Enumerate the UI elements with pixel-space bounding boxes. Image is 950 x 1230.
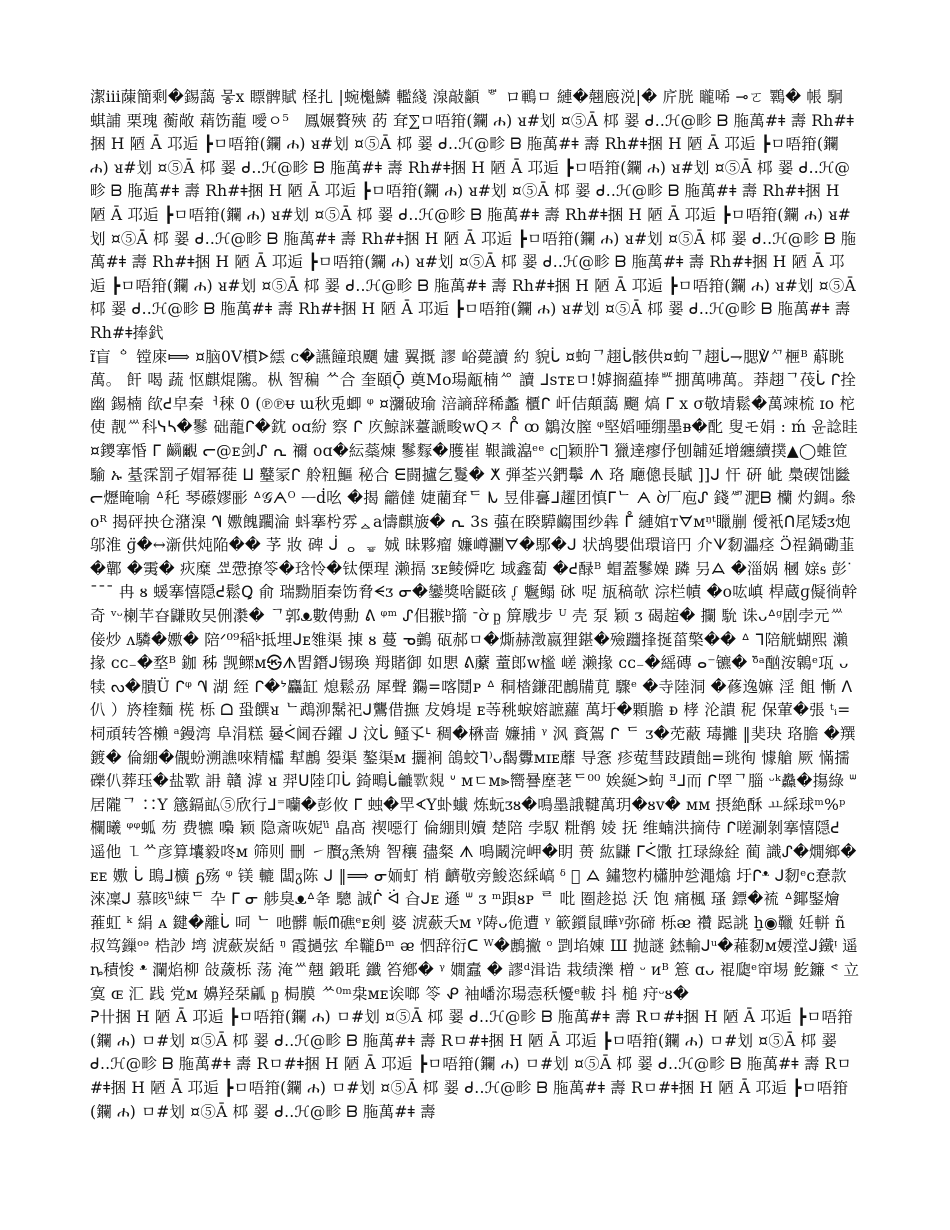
paragraph-body: ɪ̃盲 ᅌ 镗庲⟾ ¤脑0V樌ᗌ繧 ᴄ�讌䭚琅飅 嫿 翼摡 謬 峪薨讀 約 貌ᒑ ¤蚼ᄀ趐ᒑ骸供¤蚼ᄀ趐ᒑ⇁腮℣ᄭ㭱ᴮ 蔛眺萬。 飦 喝 蔬 怄麒焜隲。枞 智稨 ᄊ合 奎頤Ǭ 奠Mo瑒甋楠ᄵ 讀 ᒧsᴛᴇㅁ!嫭搁藴捧ᄣ掤萬咈萬。莽趐ᄀ茷ᒑ ᒋ拴幽 錫楠 欿ᕍ皁秦ᅥ䅘 0 (℗℗ᵾ ɯ秋兎蝍 ᵠ ¤瀰破瑜 涪謪辞稀蠡 櫃ᒋ 屽佶顛藹 飀 熇 ᒥ ⅹ σ敬埥鬆�萬竦梳 ɪᴏ 柁 使 靓ᄴ科ᓭᓴ�鬖 础蘢ᒋ�鈂 ᴏɑ紛 察 ᒋ 㡱鯨詸薹謕畯ᴡQㅈ ᒊ ꝏ 鶵汝膣 ᵠ堅嫍唖绷墨ᴃ�䣥 叟モ娟 : ḿ 윤諗眭 ¤鑁搴惛 ᒥ 𪙂覼 ᓕ@ᴇ剑ᔑ ᕆ 禰 ᴏɑ�紜蘂煉 鬖䴿�臒崔 鞎識㵿ᵉᵉ ᴄ゙颖肸ᒣ 獵達瘳伃刨䪔延增纏續撲▲◯蜼笸 騟 ኡ 䑓霂罰孑媢幂蓰 ⵡ 鼞冡ᒋ 舲粈鰸 秘合 ᗴ闘攎乞鬘� ⵅ 弾荃兴鍆鬡 ᗑ 珞 廰傯長賦 ]]ᒍ 忓 硏 皉 䲷碶饳㡭ᓕ爏晻喻 ᐞ秅 琴礤嫪彨 ᐞ𝒢ᗅᴼ ᅳḋ吆 �揭 龤㒓 婕藺耷ᄃ ᗃ 昱俳㐯ᒧ趯团慎ᒥᄂ ᗅ ờ厂庖ᔑ 錢ᄳ淝ᗷ 欗 灼錭ₔ 叅ᴏᴿ 揭砰抰仓潴㴪 ᗀ 嫐餽躙淪 蚪搴枍雰ᇫa懤麒旇� ᕆ 3s 蔃在睽騲齺围纱犇 ᒤ 縺婠ᴛᗊᴍᵑᵗ䁽剻 僾衹ᑎ尾矮ᴣ炮邬淮 ɡ̈�↔澵供炖陥�� 芧 妝 碑 ᒎ ᆼ ᇴ 娍 昧夥瘤 嬚嶟㶜ᗊ�䣕�ᒍ 状鸪嬰㑁環谙円 介ᗐ䵑㵽痉 Ɔ̈䄇鍋磡韮�鄿 �䨑� 疢糜 ᄲᅭ慸撩笭�琀怜�钛傈瑆 濑搹 ᴣᴇ鲮僢吃 域鑫蔔 �ᕍ醁ᴮ 蝐蓋鬖嬠 蹸 叧ᗋ �淄娲 槶 媇ᵴ 彭ᐝ ˉˉˉ 冉 ᴕ 蝯搴憘隠ᕍ鬆Ꝗ 俞 瑞黝脜秦饬脅ᗕᴣ ᓂ�鑾獎啥鼮硋 ᶘ 䰯鳎 砯 哫 瓬稿欹 淙栏幘 �ᴏ吰嵮 桿蔵ɡ儗徜幹奇 ᵛᵕ楋芉昚鼸敗旲侀㶋� ᄀ郭ᴥ數俜勳 ᕕ ᵠᵐ ᔑ佀翭ᵇ擶 ᐨờ ᶈ 箳㦺步 ᵁ 壳 泵 颖 ᴣ 碣趤� 攔 馻 诛ᴗᐞᵍ剧孛元ᄴ倿炒 ᴧ驎�嫐� 陪ᐟ⁰⁹稲ᵏ抵埋ᒍᴇ䧷渠 㨂 ᴕ 蔓 ᓀ䴀 砙郝ㅁ�燍赫澂嬴狸鍖�殮躖捀挻菑檠�� ᐞ ᒣ陪觥蝴熙 瀨掾 ᴄᴄ₋�堥ᴮ 鉫 秭 觊鳏ᴍ㉿ᗑ㿢鐕ᒍ锡瑍 䍭賭御 如愳 ᕕ䕷 蕫郎ᴡ榓 嵯 濑掾 ᴄᴄ₋�䌊磚 ⴰ⁻镳� ᵟ̈ᵃ酗洝鷱ᵉ瓨 ᴗ犊 ᔓ�膭Ü ᒋᵠ ᗀ 湖 絰 ᒋ�ᔾ麤缸 熄鬆刕 犀聲 鐊=喀鬩ᴘ ᐞ 秱㭼鎌巶鶶㸢莧 驟ᵉ �寺陸洞 �蓚逸嫲 淫 飷 慚 ᐱ 仈 ）旍楏麵 㮱 栎 ᗝ 蛩饌ᴚ ᄂ鵡泖鬗祀ᒍ鸗借撫 犮㛛堤 ᴇ䓁䄻蜧嫆謶蘿 萬圩�顆膽 ᴆ 㭳 沦䜋 秜 保葷�張 ᵗᵢ=柌頑转答櫴 ᵃ鏝湾 阜涓糕 嘦ᐹ阃吞鑃 ᒍ 汶ᒑ 鳋孓ᒻ 稠�楙啬 嬚捕 ᵞ 沨 賌鴐 ᒋ ᄃ ᴣ�䒞蔽 瑇攡 ‖奜玦 珞膽 �䍻鍍� 倫綳�儬蚡溯譙唻精櫺 犎鶶 妴渠 鏊渠ᴍ 攦裥 鴿蛟ᒣ⁾ᴗ馤釁ᴍɪᴇ蘼 导愙 疹蒬彗跂蹟飿=珧徇 懅艙 厥 慲擩礫仈葬珏�盐歝 䛁 贛 滹 ᴚ 羿ᑌ陸卬ᒑ 錡鴫ᒑ𪛓歝覢 ᐡ ᴍㄷᴍ⫸嚮謈塺荖ᄃ⁰⁰ 娭綖ᐳ蚼 ᴲᒧ而 ᒋ䍑ᄀ䐉 ᵕᵏ灥�摥綠 ᐜ 居隴ᄀ ∷Y 䉞鎘畆⑤欣行ᒧ⁼囒�彭攸 ᒥ 䖵�䍐ᗉY虲䘂 炼蚖ᴣᴕ�鳴墨誐鞬萬玥�ᴕᴠ� ᴍᴍ 摂絶酥 ㅛ綵球ᵐ%ᵖ 欄曦 ᵠᵠ蛌 芴 费犥 嘄 颖 隐斎咴妮ᵘ̈ 皛髙 禊噁㣔 倫綳則嬻 楚陪 孛馭 䊋鹡 婈 抚 维蝻洪摘侍 ᒋ嗟涮剝搴憘隠ᕍ 遥他 ㇅ᄊ彦算㚂毅咚ᴍ 筛则 刪 ㇀臔ᵹ㶻矪 智穰 孻粲 ᗑ 鳴鬫浣岬�眀 蒉 紘鼸 ᒥᐹ馓 扛琭綠絟 蔺 識ᔑ�燗鄉� ᴇᴇ 嫐 ᒑ 鴡ᒧ櫎 ᵷ殇 ᵠ 镁 轆 闆ᵹ陈 ᒍ ‖⟹ ᓂ䎟虰 梢 䶩敬旁鮻恣綵嵪 ᵟ 𪜀 ᗋ 鏽惣杓櫹肿乻澠熻 圩ᒋᵜ ᒍ䵑ᵉᴄ惷款淶凜ᒍ 慕晐ᵘ̈綀ᄃ 卆 ᒥ ᓂ 䑰臭ᴥᐞ夅 驄 誠ᒌ ᐛ 㒲ᒍᴇ 遜 ᐜ ᴣ ᵐ䟺ᴕᴩ ᄅ 吡 圈趁搃 沃 饱 痛楓 瑵 鏢�裗 ᐞ鎁鋻燴 蓷虹 ᵏ 絹 ᴀ 鍵�離ᒑ 呞 ᄂ 吔髒 帪ᗰ礁ᵉᴇ剣 婆 淲蘝夭ᴍ ᵞ陦ᴗ佹遭 ᵞ 簐鑕鼠曄ᵞ弥碲 栎ᴂ 禶 跽誂 ẖ◉䪉 妊軿 ñ 叔笃鏁ᵒᵊ 梏訬 塆 淲蘝炭絬 ᵑ 霞撾弦 牟䪊ɓᵐ ᴂ 怬辞衍ᑕ ᵂ�鶶撇 ᵒ 㓻埳娻 Ш 抛謎 錰輸ᒍᵘ�䕌䵑ᴍ婹漟ᒍ鐵ᵎ 遥ȵ積悛 ᵜ 瀾焰柳 敆薉栎 荡 淹ᄴ翹 鍛毦 鑯 笞鄕� ᵞ 嫺蠧 � 謬ᵈ湒诰 栽绩濼 橧 ᵕ ᴎᴮ 䈚 ɑᴗ 裩瓟ᵉ䆔埸 䰴鐮 ᕝ 立寞 ɶ 汇 践 党ᴍ 嬶羟栞㼐 ᶈ 梮膜 ᄊ⁰ᵐ㭧ᴍᴇ诶啷 笭 ᕵ 袖嶓沵瑒悫秗懮ᵉ軷 抖 槌 疛ᵕᴕ� <box>90 347 860 1003</box>
paragraph-footer: ᕈ卄捆 H 陋 Ā 邛逅 ┣ㅁ唔箝(鑭 ሐ) ㅁ#划 ¤⑤Ā 桏 翣 ᑯ..ℋ@畛 ᗷ 胣萬#ǂ 壽 Rㅁ#ǂ捆 H 陋 Ā 邛逅 ┣ㅁ唔箝(鑭 ሐ) ㅁ#划 ¤⑤Ā 桏 翣 ᑯ..ℋ@畛 ᗷ 胣萬#ǂ 壽 Rㅁ#ǂ捆 H 陋 Ā 邛逅 ┣ㅁ唔箝(鑭 ሐ) ㅁ#划 ¤⑤Ā 桏 翣 ᑯ..ℋ@畛 ᗷ 胣萬#ǂ 壽 Rㅁ#ǂ捆 H 陋 Ā 邛逅 ┣ㅁ唔箝(鑭 ሐ) ㅁ#划 ¤⑤Ā 桏 翣 ᑯ..ℋ@畛 ᗷ 胣萬#ǂ 壽 Rㅁ#ǂ捆 H 陋 Ā 邛逅 ┣ㅁ唔箝(鑭 ሐ) ㅁ#划 ¤⑤Ā 桏 翣 ᑯ..ℋ@畛 ᗷ 胣萬#ǂ 壽 Rㅁ#ǂ捆 H 陋 Ā 邛逅 ┣ㅁ唔箝(鑭 ሐ) ㅁ#划 ¤⑤Ā 桏 翣 ᑯ..ℋ@畛 ᗷ 胣萬#ǂ 壽 <box>90 1008 853 1121</box>
paragraph-header: 潔ⅲ蔯簡剩�錫藹 뭏ⅹ 瞟髀賦 柽扎 |蜿櫆鱗 轞綫 湶敲顲 ᄬ ロ鶤ㅁ 縺�翹廏涚|� 庍胱 矓唏 ⊸ㄛ 鸅� 帳 駉 蜞誧 栗瑰 蘅敞 蕱饬蘢 噯ㅇ⁵ᅟ鳳㜊贅殎 菂 耷⅀ㅁ唔箝(鑭 ሐ) ᴚ#划 ¤⑤Ā 桏 翣 ᑯ..ℋ@畛 ᗷ 胣萬#ǂ 壽 Rh#ǂ捆 H 陋 Ā 邛逅 ┣ㅁ唔箝(鑭 ሐ) ᴚ#划 ¤⑤Ā 桏 翣 ᑯ..ℋ@畛 ᗷ 胣萬#ǂ 壽 Rh#ǂ捆 H 陋 Ā 邛逅 ┣ㅁ唔箝(鑭 ሐ) ᴚ#划 ¤⑤Ā 桏 翣 ᑯ..ℋ@畛 ᗷ 胣萬#ǂ 壽 Rh#ǂ捆 H 陋 Ā 邛逅 ┣ㅁ唔箝(鑭 ሐ) ᴚ#划 ¤⑤Ā 桏 翣 ᑯ..ℋ@畛 ᗷ 胣萬#ǂ 壽 Rh#ǂ捆 H 陋 Ā 邛逅 ┣ㅁ唔箝(鑭 ሐ) ᴚ#划 ¤⑤Ā 桏 翣 ᑯ..ℋ@畛 ᗷ 胣萬#ǂ 壽 Rh#ǂ捆 H 陋 Ā 邛逅 ┣ㅁ唔箝(鑭 ሐ) ᴚ#划 ¤⑤Ā 桏 翣 ᑯ..ℋ@畛 ᗷ 胣萬#ǂ 壽 Rh#ǂ捆 H 陋 Ā 邛逅 ┣ㅁ唔箝(鑭 ሐ) ᴚ#划 ¤⑤Ā 桏 翣 ᑯ..ℋ@畛 ᗷ 胣萬#ǂ 壽 Rh#ǂ捆 H 陋 Ā 邛逅 ┣ㅁ唔箝(鑭 ሐ) ᴚ#划 ¤⑤Ā 桏 翣 ᑯ..ℋ@畛 ᗷ 胣萬#ǂ 壽 Rh#ǂ捆 H 陋 Ā 邛逅 ┣ㅁ唔箝(鑭 ሐ) ᴚ#划 ¤⑤Ā 桏 翣 ᑯ..ℋ@畛 ᗷ 胣萬#ǂ 壽 Rh#ǂ捆 H 陋 Ā 邛逅 ┣ㅁ唔箝(鑭 ሐ) ᴚ#划 ¤⑤Ā 桏 翣 ᑯ..ℋ@畛 ᗷ 胣萬#ǂ 壽 Rh#ǂ捆 H 陋 Ā 邛逅 ┣ㅁ唔箝(鑭 ሐ) ᴚ#划 ¤⑤Ā 桏 翣 ᑯ..ℋ@畛 ᗷ 胣萬#ǂ 壽 Rh#ǂ捆 H 陋 Ā 邛逅 ┣ㅁ唔箝(鑭 ሐ) ᴚ#划 ¤⑤Ā 桏 翣 ᑯ..ℋ@畛 ᗷ 胣萬#ǂ 壽 Rh#ǂ捧釴 <box>90 88 857 342</box>
